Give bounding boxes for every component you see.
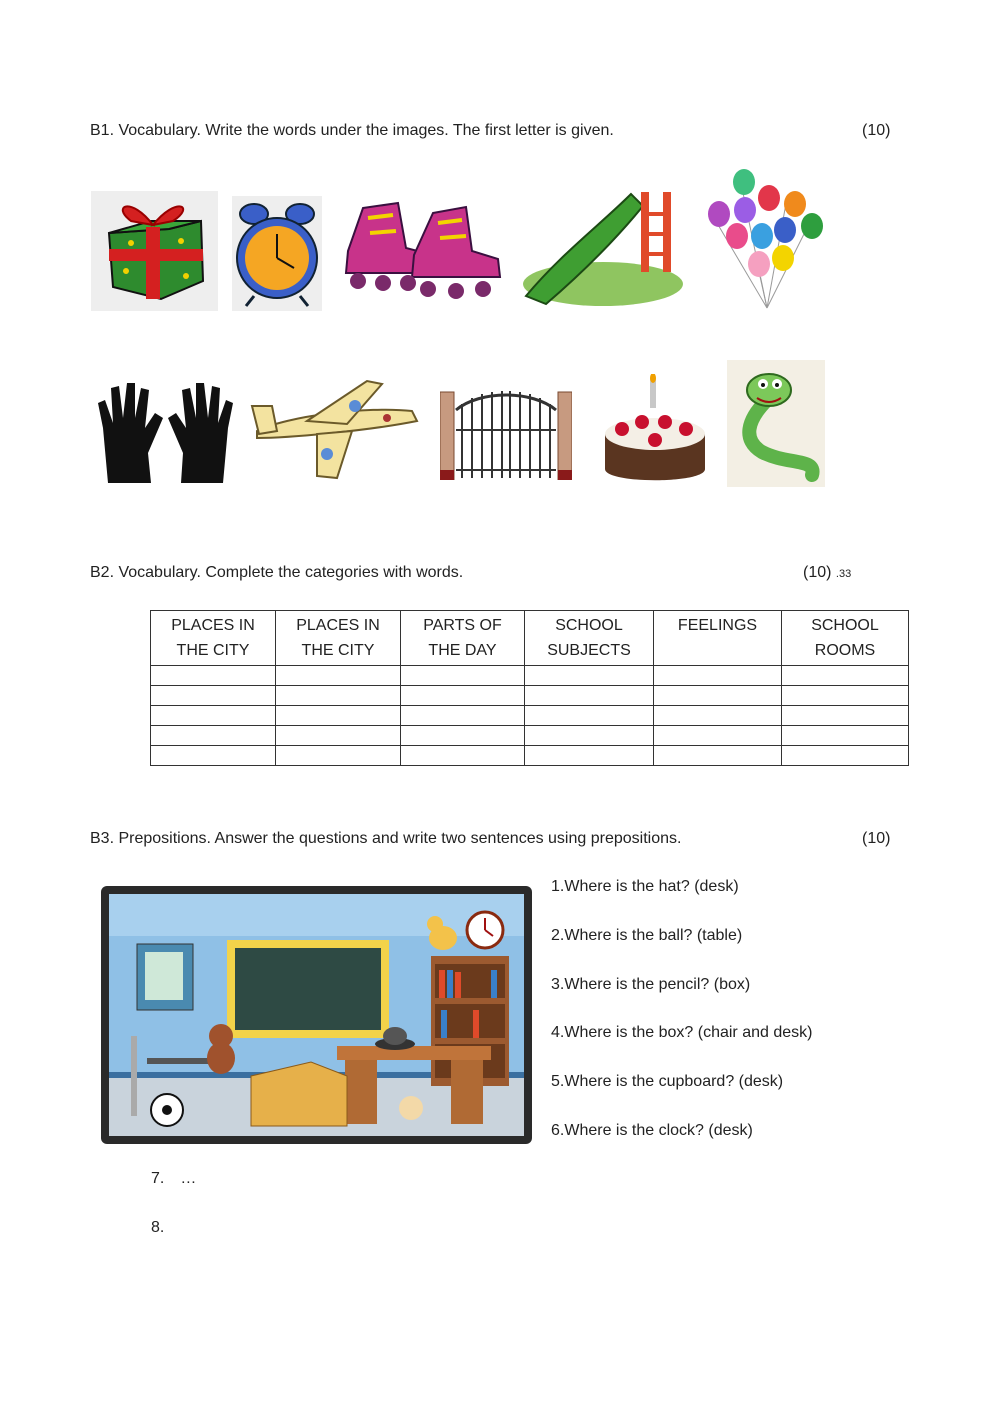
answer-cell[interactable] [401, 686, 525, 706]
answer-cell[interactable] [782, 666, 909, 686]
answer-cell[interactable] [525, 746, 654, 766]
question-1: 1.Where is the hat? (desk) [551, 878, 739, 895]
answer-cell[interactable] [782, 686, 909, 706]
sentence-8[interactable]: 8. [151, 1219, 165, 1236]
table-row [151, 686, 909, 706]
header-places-2: PLACES IN THE CITY [276, 611, 401, 666]
snake-icon [727, 360, 825, 487]
table-row [151, 706, 909, 726]
gloves-icon [93, 378, 243, 486]
gate-icon [440, 380, 572, 480]
answer-cell[interactable] [654, 726, 782, 746]
question-4: 4.Where is the box? (chair and desk) [551, 1024, 813, 1041]
answer-cell[interactable] [654, 686, 782, 706]
answer-cell[interactable] [525, 686, 654, 706]
header-feelings: FEELINGS [654, 611, 782, 666]
header-school-subjects: SCHOOL SUBJECTS [525, 611, 654, 666]
answer-cell[interactable] [151, 686, 276, 706]
answer-cell[interactable] [276, 746, 401, 766]
answer-cell[interactable] [151, 706, 276, 726]
question-5: 5.Where is the cupboard? (desk) [551, 1073, 784, 1090]
header-school-rooms: SCHOOL ROOMS [782, 611, 909, 666]
b2-points: (10) .33 [803, 564, 852, 581]
header-parts-of-day: PARTS OF THE DAY [401, 611, 525, 666]
answer-cell[interactable] [151, 726, 276, 746]
answer-cell[interactable] [525, 726, 654, 746]
b1-points: (10) [862, 122, 891, 139]
b2-title: B2. Vocabulary. Complete the categories with words. [90, 564, 464, 581]
sentence-7[interactable]: 7. … [151, 1170, 197, 1187]
answer-cell[interactable] [525, 666, 654, 686]
answer-cell[interactable] [276, 666, 401, 686]
answer-cell[interactable] [782, 746, 909, 766]
answer-cell[interactable] [401, 666, 525, 686]
b2-note: .33 [835, 568, 852, 580]
answer-cell[interactable] [654, 706, 782, 726]
answer-cell[interactable] [654, 746, 782, 766]
answer-cell[interactable] [276, 686, 401, 706]
table-row [151, 666, 909, 686]
header-places-1: PLACES IN THE CITY [151, 611, 276, 666]
question-2: 2.Where is the ball? (table) [551, 927, 743, 944]
b3-points: (10) [862, 830, 891, 847]
answer-cell[interactable] [401, 726, 525, 746]
balloons-icon [697, 168, 825, 310]
table-row [151, 726, 909, 746]
table-row [151, 746, 909, 766]
question-6: 6.Where is the clock? (desk) [551, 1122, 753, 1139]
answer-cell[interactable] [151, 666, 276, 686]
answer-cell[interactable] [782, 706, 909, 726]
answer-cell[interactable] [276, 706, 401, 726]
roller-skates-icon [338, 193, 506, 305]
classroom-illustration [101, 886, 532, 1144]
cake-icon [600, 374, 710, 486]
answer-cell[interactable] [401, 706, 525, 726]
answer-cell[interactable] [654, 666, 782, 686]
airplane-icon [247, 376, 423, 488]
answer-cell[interactable] [782, 726, 909, 746]
gift-icon [91, 191, 218, 311]
answer-cell[interactable] [151, 746, 276, 766]
answer-cell[interactable] [401, 746, 525, 766]
categories-table [150, 610, 909, 766]
b3-title: B3. Prepositions. Answer the questions and write two sentences using prepositions. [90, 830, 682, 847]
b1-title: B1. Vocabulary. Write the words under the images. The first letter is given. [90, 122, 614, 139]
answer-cell[interactable] [276, 726, 401, 746]
answer-cell[interactable] [525, 706, 654, 726]
alarm-clock-icon [232, 196, 322, 311]
question-3: 3.Where is the pencil? (box) [551, 976, 751, 993]
slide-icon [521, 184, 684, 309]
